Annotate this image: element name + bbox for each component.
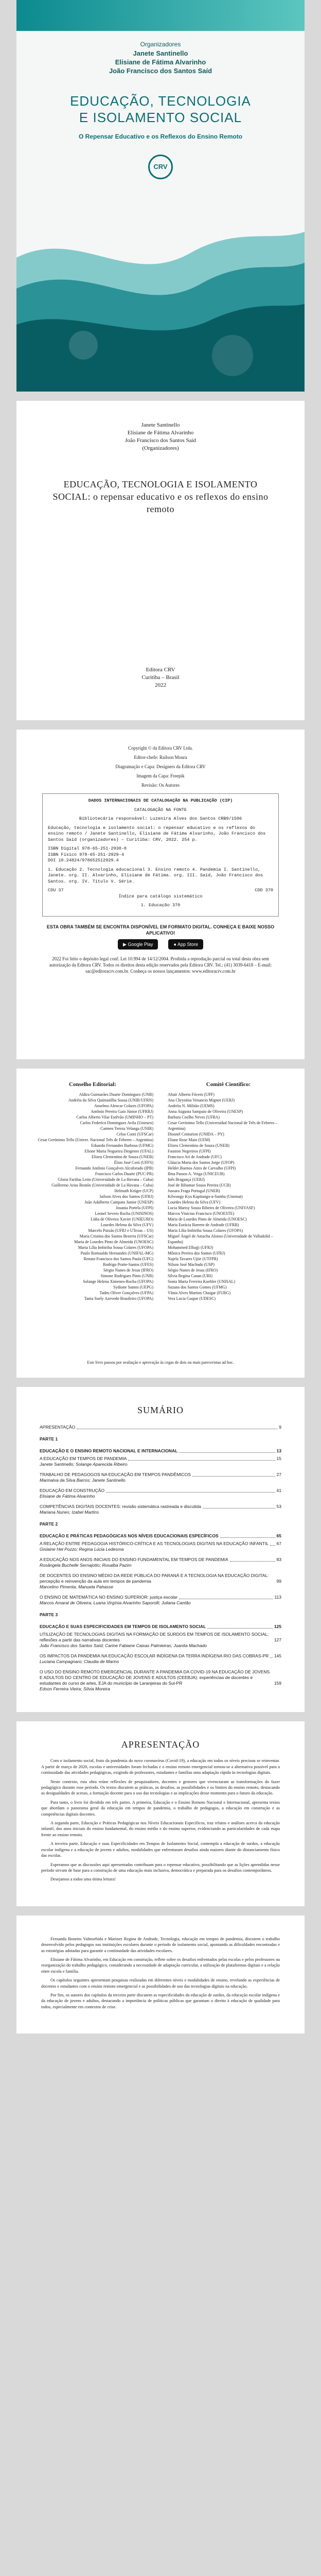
summary-entry [40, 1632, 281, 1649]
scientific-committee-member: Marcos Vinicius Francisco (UNOESTE) [168, 1211, 235, 1216]
summary-entry-row [40, 1472, 281, 1478]
cover-page [16, 0, 305, 392]
scientific-committee-member: Altair Alberto Fávero (UPF) [168, 1092, 215, 1097]
summary-entry [40, 1541, 281, 1552]
councils-page [16, 1069, 305, 1378]
summary-part-heading [40, 1436, 281, 1442]
scientific-committee-title: Comitê Científico: [206, 1081, 251, 1088]
editorial-board-member: Tania Suely Azevedo Brasileiro (UFOPA) [84, 1296, 153, 1301]
editorial-board-member: Renato Francisco dos Santos Paula (UFG) [83, 1257, 153, 1261]
publisher-logo-icon: CRV [148, 155, 173, 179]
summary-entry-title: TRABALHO DE PEDAGOGOS NA EDUCAÇÃO EM TEMPOS PANDÊMICOS [40, 1472, 191, 1477]
leader-dots [270, 1545, 275, 1546]
summary-part-heading [40, 1533, 281, 1539]
apple-icon: ● [173, 941, 176, 947]
scientific-committee-member: Míguel Ángel de Amacha Alonso (Universidade de Valladolid – Espanha) [168, 1234, 273, 1244]
summary-page-number: 159 [274, 1681, 281, 1686]
summary-entry-authors: Elisiane de Fátima Alvarinho [40, 1494, 95, 1499]
leader-dots [270, 1657, 273, 1658]
summary-entry-row [40, 1557, 281, 1563]
summary-part-heading [40, 1624, 281, 1630]
editorial-board-member: Jailson Alves dos Santos (UFRJ) [99, 1194, 153, 1199]
summary-entry [40, 1504, 281, 1515]
summary-entry-authors: Mariana Nunes; Izabel Martins [40, 1510, 99, 1515]
scientific-committee-member: Mônica Pereira dos Santos (UFRJ) [168, 1251, 225, 1256]
presentation-paragraph: Desejamos a todos uma ótima leitura! [50, 1877, 116, 1882]
summary-entry-title: OS IMPACTOS DA PANDEMIA NA EDUCAÇÃO ESCOLAR INDÍGENA DA TERRA INDÍGENA RIO DAS COBRAS-PR [40, 1653, 269, 1658]
scientific-committee-member: Najela Tavares Ujiie (UTFPR) [168, 1257, 218, 1261]
title-page [16, 401, 305, 720]
summary-entry-title: EDUCAÇÃO EM CONSTRUÇÃO [40, 1488, 105, 1493]
editorial-board-member: Gloria Fariñas León (Universidade de La Havana – Cuba) [58, 1177, 153, 1182]
editorial-board-member: Helmuth Krüger (UCP) [114, 1189, 153, 1193]
scientific-committee-member: Maria de Lourdes Pinto de Almeida (UNOESC) [168, 1217, 247, 1222]
editorial-board-member: Paulo Romualdo Hernandes (UNIFAL-MG) [80, 1251, 153, 1256]
summary-part-row [40, 1612, 281, 1618]
summary-part-row [40, 1448, 281, 1454]
presentation-paragraph: Com o isolamento social, fruto da pandemia do novo coronavírus (Covid-19), a educação em todos os níveis precisou se reinventar. A partir de março de 2020, escolas e universidades foram fechadas e o ensino remoto emergencial tornou-se a alternativa possível para a continuidade das atividades pedagógicas, exigindo de professores, estudantes e famílias uma adaptação rápida às tecnologias digitais. [41, 1758, 280, 1775]
summary-entry [40, 1488, 281, 1499]
scientific-committee-member: Anna Augusta Sampaio de Oliveira (UNESP) [168, 1109, 243, 1114]
summary-part-heading [40, 1612, 281, 1618]
presentation-paragraph: A segunda parte, Educação e Práticas Pedagógicas nos Níveis Educacionais Específicos, traz relatos e análises acerca da educação infantil, dos anos iniciais do ensino fundamental, do ensino médio e do ensino superior, evidenciando as particularidades de cada etapa frente ao ensino remoto. [41, 1821, 280, 1837]
app-store-badge[interactable]: ● App Store [168, 939, 203, 950]
summary-entry-title: A EDUCAÇÃO EM TEMPOS DE PANDEMIA [40, 1456, 127, 1461]
credit-line: Imagem da Capa: Freepik [136, 773, 185, 778]
summary-page-number: 113 [274, 1595, 281, 1600]
presentation-continued-page [16, 1916, 305, 2033]
summary-entry-authors: Gislaine Hel Pozzo; Regina Lúcia Ledesma [40, 1547, 124, 1552]
cover-subtitle: O Repensar Educativo e os Reflexos do Ensino Remoto [78, 133, 243, 140]
summary-part-row [40, 1624, 281, 1630]
scientific-committee-member: Sérgio Nunes de Jesus (IFRO) [168, 1268, 218, 1273]
presentation-paragraph: Para tanto, o livro foi dividido em três partes. A primeira, Educação e o Ensino Remoto Nacional e Internacional, apresenta textos que abordam o panorama geral da educação em tempos de pandemia, o trabalho de pedagogos, a educação em construção e as competências digitais docentes. [41, 1800, 280, 1817]
leader-dots [230, 1561, 275, 1562]
scientific-committee-member: Diosnel Centurion (UNIDA – PY) [168, 1132, 224, 1137]
editorial-board-member: Élsio José Corá (UFFS) [114, 1160, 153, 1165]
scientific-committee-member: Sonia Maria Ferreira Koehler (UNISAL) [168, 1279, 236, 1284]
cover-role: Organizadores [140, 41, 181, 48]
editorial-board-member: Francisco Carlos Duarte (PUC-PR) [95, 1172, 153, 1176]
leader-dots [207, 1628, 272, 1629]
editorial-board-member: Sydione Santos (UEPG) [113, 1285, 153, 1290]
summary-entry-authors: Rosângela Buchelle Sernajotto; Rosalba Pazim [40, 1563, 132, 1568]
scientific-committee-member: Francisco Ari de Andrade (UFC) [168, 1155, 222, 1159]
leader-dots [192, 1476, 275, 1477]
editorial-board-member: Marcelo Paixão (UFRJ e UTexas – US) [88, 1228, 153, 1233]
summary-entry-row [40, 1573, 281, 1584]
rights-notice: 2022 Foi feito o depósito legal conf. Lei 10.994 de 14/12/2004. Proibida a reprodução parcial ou total desta obra sem autorização da Editora CRV. Todos os direitos desta edição reservados pela Editora CRV. Tel.: (41) 3039-6418 – E-mail: sac@editoracrv.com.br. Conheça os nossos lançamentos: www.editoracrv.com.br [49, 956, 272, 974]
summary-entry [40, 1595, 281, 1606]
scientific-committee-member: Lucia Marisy Souza Ribeiro de Oliveira (UNIVASF) [168, 1206, 255, 1210]
editorial-board-member: Carlos Federico Dominguez Avila (Unieuro) [80, 1121, 153, 1125]
cover-organizer: Janete Santinello [133, 49, 188, 57]
summary-part-title: PARTE 3 [40, 1612, 58, 1617]
summary-page-number: 83 [276, 1557, 281, 1562]
summary-entry-authors: João Francisco dos Santos Saíd; Carine Fabiane Caixas Palmieiras; Juanita Machado [40, 1643, 207, 1648]
editorial-board-member: Elione Maria Nogueira Diogenes (UFAL) [84, 1149, 153, 1154]
scientific-committee-member: Vera Lucia Gaspar (UDESC) [168, 1296, 216, 1301]
scientific-committee-member: Suzana dos Santos Gomes (UFMG) [168, 1285, 227, 1290]
scientific-committee-member: Eliane Rose Maio (UEM) [168, 1138, 210, 1142]
scientific-committee-member: Barbara Coelho Neves (UFBA) [168, 1115, 220, 1120]
editorial-board-member: Lídia de Oliveira Xavier (UNIEURO) [91, 1217, 153, 1222]
editorial-board-member: Simone Rodrigues Pinto (UNB) [100, 1274, 153, 1278]
summary-entry-row [40, 1669, 281, 1686]
scientific-committee-member: Helder Buenos Aires de Carvalho (UFPI) [168, 1166, 236, 1171]
summary-entry-title: APRESENTAÇÃO [40, 1425, 76, 1430]
copyright-line: Copyright © da Editora CRV Ltda. [128, 745, 193, 751]
summary-page-number: 41 [276, 1488, 281, 1493]
catalog-page [16, 730, 305, 1059]
scientific-committee-member: Ana Chrystina Venancio Mignot (UERJ) [168, 1098, 235, 1103]
scientific-committee [168, 1082, 289, 1364]
editorial-board-member: Cesar Gerónimo Tello (Univer. Nacional Três de Febrero – Argentina) [38, 1138, 153, 1142]
summary-entry-title: UTILIZAÇÃO DE TECNOLOGIAS DIGITAIS NA FORMAÇÃO DE SURDOS EM TEMPOS DE ISOLAMENTO SOCIAL: reflexões a partir das narrativas docentes [40, 1632, 269, 1642]
presentation-paragraph: Neste contexto, esta obra reúne reflexões de pesquisadores, docentes e gestores que vivenciaram as transformações do fazer pedagógico durante esse período. Os textos discutem as práticas, os desafios, as possibilidades e os limites do ensino remoto, destacando as desigualdades de acesso, a formação docente para o uso das tecnologias e as implicações desse momento para o futuro da educação. [41, 1779, 280, 1796]
summary-entry-authors: Janete Santinello; Solange Aparecida Ribeiro [40, 1462, 128, 1467]
scientific-committee-member: Fauston Negreiros (UFPI) [168, 1149, 211, 1154]
leader-dots [128, 1460, 275, 1461]
summary-entry-row [40, 1595, 281, 1600]
scientific-committee-member: Elizeu Clementino de Souza (UNEB) [168, 1143, 229, 1148]
editorial-board-member: Celso Conti (UFSCar) [116, 1132, 153, 1137]
google-play-badge[interactable]: ▶ Google Play [118, 939, 158, 950]
summary-page-number: 53 [276, 1504, 281, 1509]
editorial-board-member: Carmen Tereza Velanga (UNIR) [100, 1126, 153, 1131]
cover-organizer: João Francisco dos Santos Saíd [109, 67, 212, 75]
scientific-committee-member: Maria Lília Imbiriba Sousa Colares (UFOPA) [168, 1228, 243, 1233]
review-note: Este livro passou por avaliação e aprovação às cegas de dois ou mais pareceristas ad hoc. [87, 1360, 234, 1365]
leader-dots [220, 1537, 275, 1538]
title-page-imprint: Editora CRV Curitiba – Brasil 2022 [141, 667, 180, 688]
editorial-board-member: Andréia da Silva Quintanilha Sousa (UNIR/UFRN) [68, 1098, 153, 1103]
summary-part-title: PARTE 1 [40, 1436, 58, 1442]
scientific-committee-member: Mohammed Elhajji (UFRJ) [168, 1245, 213, 1250]
editorial-board-member: João Adalberto Campato Junior (UNESP) [84, 1200, 153, 1205]
summary-heading: SUMÁRIO [137, 1405, 184, 1415]
scientific-committee-member: Jussara Fraga Portugal (UNEB) [168, 1189, 220, 1193]
editorial-board-member: Rodrigo Pratte-Santos (UFES) [103, 1262, 153, 1267]
editorial-board-member: Anselmo Alencar Colares (UFOPA) [94, 1104, 153, 1108]
credit-line: Editor-chefe: Railson Moura [134, 755, 187, 760]
editorial-board-member: Maria Cristina dos Santos Bezerra (UFSCar) [79, 1234, 153, 1239]
summary-page-number: 65 [276, 1533, 281, 1538]
leader-dots [179, 1452, 275, 1453]
summary-entry-title: A RELAÇÃO ENTRE PEDAGOGIA HISTÓRICO-CRÍTICA E AS TECNOLOGIAS DIGITAIS NA EDUCAÇÃO INFANTIL [40, 1541, 269, 1546]
scientific-committee-member: Andréia N. Militão (UEMS) [168, 1104, 215, 1108]
summary-page [16, 1387, 305, 1712]
scientific-committee-member: Vânia Alves Martins Chaigar (FURG) [168, 1291, 231, 1295]
summary-entry [40, 1669, 281, 1692]
editorial-board-member: Antônio Pereira Gaio Júnior (UFRRJ) [91, 1109, 153, 1114]
editorial-board-title: Conselho Editorial: [69, 1081, 116, 1088]
scientific-committee-member: Kilwangy Kya Kapitango-a-Samba (Unemat) [168, 1194, 243, 1199]
summary-entry-title: O USO DO ENSINO REMOTO EMERGENCIAL DURANTE A PANDEMIA DA COVID-19 NA EDUCAÇÃO DE JOVENS E ADULTOS DO CENTRO DE EDUCAÇÃO DE JOVENS E ADULTOS (CEEBJA): experiências de docentes e estudantes do curso de artes, EJA do município de Laranjeiras do Sul-PR [40, 1669, 270, 1686]
summary-page-number: 27 [276, 1472, 281, 1477]
summary-entry-row [40, 1504, 281, 1510]
summary-entry-authors: Marcos Amaral de Oliveira; Luana Virgínia Alvarinho Saporolli; Juliana Cantão [40, 1600, 191, 1605]
catalog-card: DADOS INTERNACIONAIS DE CATALOGAÇÃO NA PUBLICAÇÃO (CIP) CATALOGAÇÃO NA FONTE Bibliotecária responsável: Luzenira Alves dos Santos CRB9/1506 Educação, tecnologia e isolamento social: o repensar educativo e os reflexos do ensino remoto / Janete Santinello, Elisiane de Fátima Alvarinho, João Francisco dos Santos Saíd (organizadores) – Curitiba: CRV, 2022. 254 p. ISBN Digital 978-65-251-2930-0 ISBN Físico 978-65-251-2929-4 DOI 10.24824/978652512929.4 1. Educação 2. Tecnologia educacional 3. Ensino remoto 4. Pandemia I. Santinello, Janete. org. II. Alvarinho, Elisiane de Fátima. org. III. Saíd, João Francisco dos Santos. org. IV. Título V. Série. CDU 37 CDD 370 Índice para catálogo sistemático 1. Educação 370 [42, 793, 279, 917]
editorial-board-member: Leonel Severo Rocha (UNISINOS) [95, 1211, 153, 1216]
summary-entry [40, 1573, 281, 1590]
editorial-board-member: Lourdes Helena da Silva (UFV) [100, 1223, 153, 1227]
presentation-paragraph: A terceira parte, Educação e suas Especificidades em Tempos de Isolamento Social, contempla a educação de surdos, a educação escolar indígena e a educação de jovens e adultos, modalidades que enfrentaram desafios ainda maiores diante do distanciamento físico das escolas. [41, 1841, 280, 1858]
title-page-organizers: Janete Santinello Elisiane de Fátima Alvarinho João Francisco dos Santos Saíd (Organizadores) [124, 422, 197, 451]
title-page-title: EDUCAÇÃO, TECNOLOGIA E ISOLAMENTO SOCIAL: o repensar educativo e os reflexos do ensino remoto [52, 479, 269, 514]
summary-part-title: EDUCAÇÃO E SUAS ESPECIFICIDADES EM TEMPOS DE ISOLAMENTO SOCIAL [40, 1624, 206, 1629]
cover-organizer: Elisiane de Fátima Alvarinho [115, 58, 206, 66]
editorial-board-member: Carlos Alberto Vilar Estêvão (UMINHO – PT) [76, 1115, 153, 1120]
scientific-committee-member: José de Ribamar Sousa Pereira (UCB) [168, 1183, 231, 1188]
scientific-committee-member: Cesar Gerónimo Tello (Universidad Nacional de Três de Febrero – Argentina) [168, 1121, 278, 1131]
credit-line: Revisão: Os Autores [141, 783, 180, 788]
summary-entry [40, 1653, 281, 1665]
credit-line: Diagramação e Capa: Designers da Editora CRV [115, 764, 206, 769]
summary-entry-row [40, 1653, 281, 1659]
summary-page-number: 13 [276, 1448, 281, 1453]
presentation-page [16, 1721, 305, 1906]
summary-entry [40, 1472, 281, 1483]
leader-dots [203, 1508, 275, 1509]
summary-part-title: EDUCAÇÃO E PRÁTICAS PEDAGÓGICAS NOS NÍVEIS EDUCACIONAIS ESPECÍFICOS [40, 1533, 219, 1538]
summary-entry-row [40, 1456, 281, 1462]
summary-part-heading [40, 1521, 281, 1527]
presentation-paragraph: Fernanda Bonetto Valmorbida e Marinez Regina de Andrade, Tecnologia, educação em tempos de pandemia, discutem o trabalho desenvolvido pelos pedagogos nas instituições escolares durante o período de isolamento social, apontando as dificuldades encontradas e as estratégias adotadas para garantir a continuidade das atividades escolares. [41, 1936, 280, 1953]
summary-entry-row [40, 1541, 281, 1547]
presentation-heading: APRESENTAÇÃO [121, 1739, 200, 1750]
editorial-board-member: Josania Portela (UFPI) [116, 1206, 153, 1210]
editorial-board-member: Guillermo Arias Beatón (Universidade de La Havana – Cuba) [51, 1183, 153, 1188]
summary-page-number: 127 [274, 1637, 281, 1642]
summary-entry-row [40, 1425, 281, 1430]
summary-entry-authors: Marinalva da Silva Barros; Janete Santinello [40, 1478, 126, 1483]
editorial-board [32, 1082, 153, 1364]
summary-entry-authors: Edson Ferreira Vieira; Sílvia Moreira [40, 1686, 110, 1691]
scientific-committee-member: Gláucia Maria dos Santos Jorge (UFOP) [168, 1160, 235, 1165]
scientific-committee-member: Inês Bragança (UERJ) [168, 1177, 205, 1182]
presentation-paragraph: Por fim, os autores dos capítulos da terceira parte discutem as especificidades da educação de surdos, da educação escolar indígena e da educação de jovens e adultos, destacando a importância de políticas públicas que garantam o direito à educação de qualidade para todos, especialmente em contextos de crise. [41, 1992, 280, 2009]
summary-entry-title: COMPETÊNCIAS DIGITAIS DOCENTES: revisão sistemática rastreada e discutida [40, 1504, 201, 1509]
summary-entry-title: DE DOCENTES DO ENSINO MÉDIO DA REDE PÚBLICA DO PARANÁ E A TECNOLOGIA NA EDUCAÇÃO DIGITAL: percepção e reinvenção da aula em tempos de pandemia [40, 1573, 269, 1584]
play-icon: ▶ [123, 941, 127, 947]
summary-part-row [40, 1436, 281, 1442]
scientific-committee-member: Ilma Passos A. Veiga (UNICEUB) [168, 1172, 225, 1176]
summary-page-number: 99 [276, 1579, 281, 1584]
summary-entry-authors: Luciana Campagnaro; Claudia de Marins [40, 1659, 119, 1664]
presentation-paragraph: Os capítulos seguintes apresentam pesquisas realizadas em diferentes níveis e modalidades de ensino, revelando as experiências de docentes e estudantes com o ensino remoto emergencial e as possibilidades de uso das tecnologias digitais na educação. [41, 1978, 280, 1989]
summary-part-heading [40, 1448, 281, 1454]
summary-entry-row [40, 1632, 281, 1643]
editorial-board-member: Maria de Lourdes Pinto de Almeida (UNOESC) [74, 1240, 153, 1244]
editorial-board-member: Fernando Antônio Gonçalves Alcoforado (IPB) [75, 1166, 153, 1171]
editorial-board-member: Solange Helena Ximenes-Rocha (UFOPA) [83, 1279, 153, 1284]
presentation-paragraph: Esperamos que as discussões aqui apresentadas contribuam para o repensar educativo, possibilitando que as lições aprendidas nesse período sirvam de base para a construção de uma educação mais inclusiva, democrática e preparada para os desafios contemporâneos. [41, 1862, 280, 1873]
editorial-board-member: Elizeu Clementino de Souza (UNEB) [92, 1155, 153, 1159]
summary-part-title: PARTE 2 [40, 1521, 58, 1527]
summary-part-row [40, 1521, 281, 1527]
summary-list [40, 1425, 281, 1692]
editorial-board-member: Tadeu Oliver Gonçalves (UFPA) [99, 1291, 153, 1295]
summary-entry-title: A EDUCAÇÃO NOS ANOS INICIAIS DO ENSINO FUNDAMENTAL EM TEMPOS DE PANDEMIA [40, 1557, 228, 1562]
scientific-committee-member: Maria Eurácia Barreto de Andrade (UFRB) [168, 1223, 239, 1227]
summary-entry-authors: Marcelino Pimenta; Manuela Pahasse [40, 1584, 114, 1589]
scientific-committee-member: Nilson José Machado (USP) [168, 1262, 215, 1267]
cover-title: EDUCAÇÃO, TECNOLOGIA E ISOLAMENTO SOCIAL [70, 93, 251, 125]
leader-dots [106, 1492, 275, 1493]
summary-entry [40, 1557, 281, 1568]
digital-notice: ESTA OBRA TAMBÉM SE ENCONTRA DISPONÍVEL EM FORMATO DIGITAL. CONHEÇA E BAIXE NOSSO APLICATIVO! [46, 924, 275, 936]
summary-part-title: EDUCAÇÃO E O ENSINO REMOTO NACIONAL E INTERNACIONAL [40, 1448, 178, 1453]
cover-illustration [16, 196, 305, 392]
summary-page-number: 125 [274, 1624, 281, 1629]
editorial-board-member: Eduardo Fernandes Barbosa (UFMG) [91, 1143, 153, 1148]
editorial-board-member: Aldira Guimarães Duarte Domínguez (UNB) [79, 1092, 153, 1097]
summary-entry [40, 1456, 281, 1467]
summary-page-number: 145 [274, 1653, 281, 1658]
editorial-board-member: Maria Lília Imbiriba Sousa Colares (UFOPA) [78, 1245, 153, 1250]
cover-top-band [16, 0, 305, 31]
presentation-paragraph: Elisiane de Fátima Alvarinho, em Educação em construção, reflete sobre os desafios enfrentados pelas escolas e pelos professores na reorganização do trabalho pedagógico, considerando a necessidade de adaptação curricular, a utilização de plataformas digitais e a relação entre escola e família. [41, 1957, 280, 1974]
summary-part-row [40, 1533, 281, 1539]
summary-entry-title: O ENSINO DE MATEMÁTICA NO ENSINO SUPERIOR: justiça escolar [40, 1595, 178, 1600]
scientific-committee-member: Lourdes Helena da Silva (UFV) [168, 1200, 221, 1205]
summary-page-number: 9 [279, 1425, 281, 1430]
editorial-board-member: Sérgio Nunes de Jesus (IFRO) [103, 1268, 153, 1273]
scientific-committee-member: Silvia Regina Canan (URI) [168, 1274, 212, 1278]
summary-page-number: 15 [276, 1456, 281, 1461]
summary-page-number: 67 [276, 1541, 281, 1546]
summary-entry-row [40, 1488, 281, 1494]
summary-entry [40, 1425, 281, 1430]
cover-organizers [16, 40, 305, 75]
